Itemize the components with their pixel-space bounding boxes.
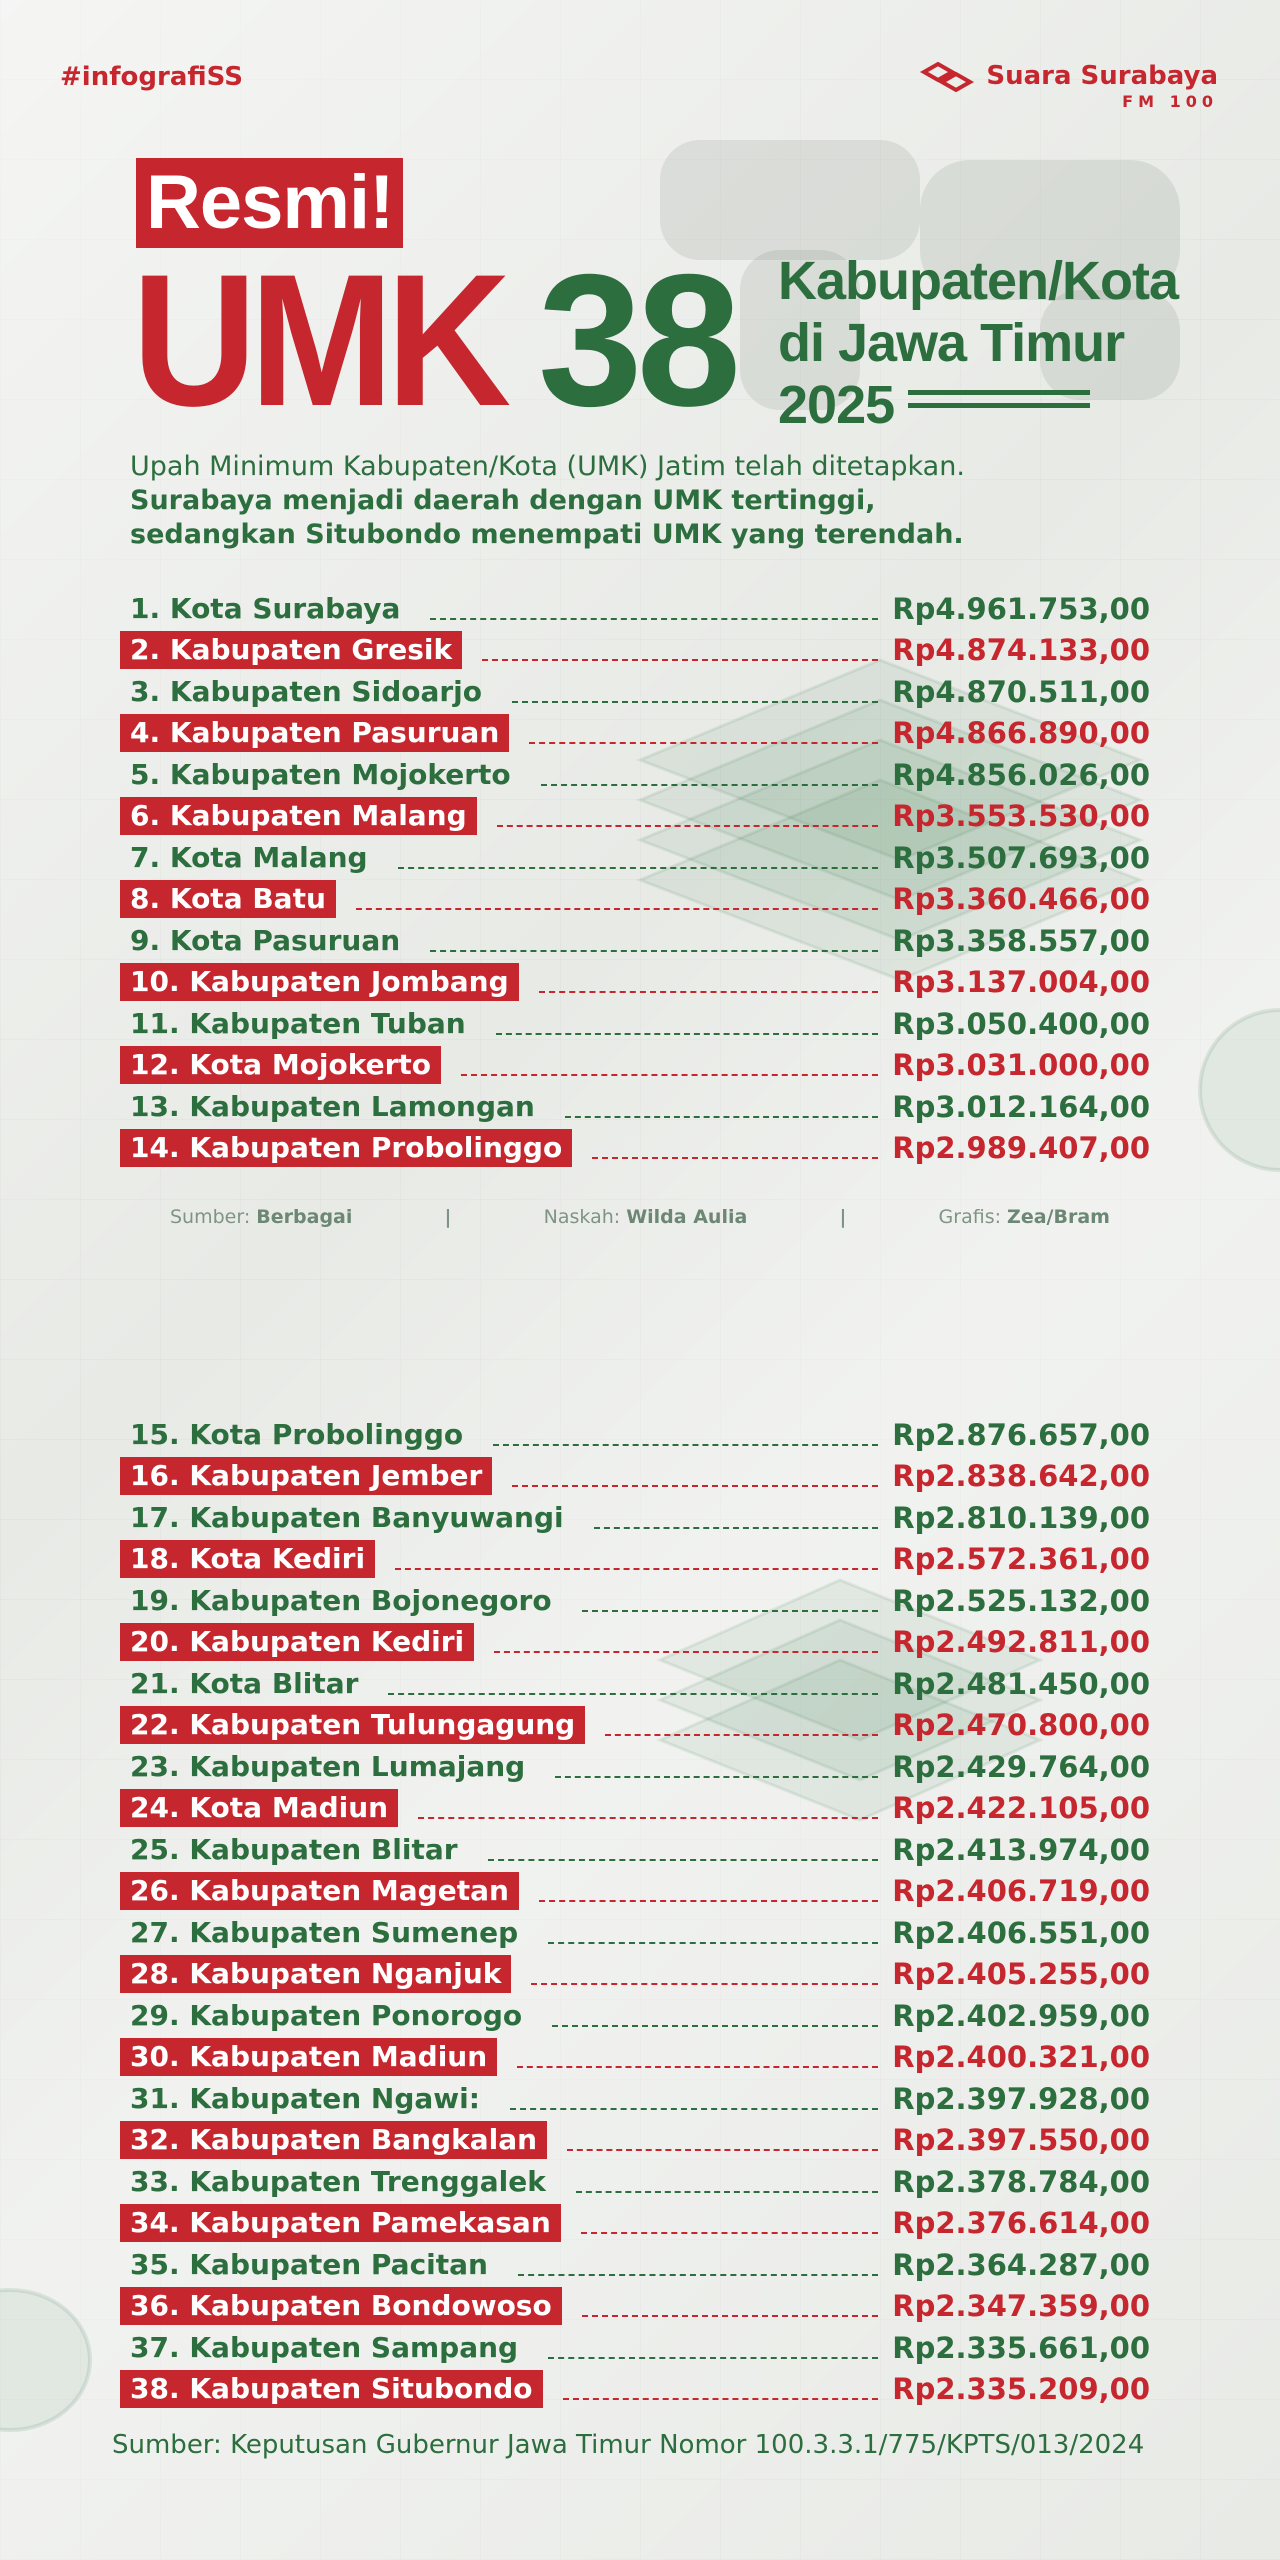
intro-text <box>130 450 1190 552</box>
region-name: 12. Kota Mojokerto <box>120 1046 441 1084</box>
dashed-leader <box>548 2357 878 2359</box>
region-name: 9. Kota Pasuruan <box>130 923 401 957</box>
umk-row <box>120 1045 1150 1087</box>
dashed-leader <box>576 2191 878 2193</box>
coin-decoration <box>1190 1000 1280 1200</box>
umk-value: Rp4.866.890,00 <box>892 716 1150 751</box>
umk-row <box>120 1128 1150 1170</box>
region-name: 17. Kabupaten Banyuwangi <box>130 1500 564 1534</box>
umk-value: Rp2.406.551,00 <box>892 1915 1150 1950</box>
umk-row <box>120 2120 1150 2162</box>
dashed-leader <box>512 1485 878 1487</box>
headline-subtitle <box>778 250 1178 436</box>
region-name: 7. Kota Malang <box>130 840 368 874</box>
region-name: 18. Kota Kediri <box>120 1540 375 1578</box>
umk-row <box>120 837 1150 879</box>
dashed-leader <box>512 701 878 703</box>
region-name: 22. Kabupaten Tulungagung <box>120 1706 585 1744</box>
region-name: 11. Kabupaten Tuban <box>130 1006 466 1040</box>
umk-value: Rp2.572.361,00 <box>892 1542 1150 1577</box>
umk-row <box>120 1580 1150 1622</box>
dashed-leader <box>395 1568 878 1570</box>
region-name: 38. Kabupaten Situbondo <box>120 2370 543 2408</box>
headline-number: 38 <box>538 235 736 445</box>
umk-row <box>120 588 1150 630</box>
umk-value: Rp2.378.784,00 <box>892 2164 1150 2199</box>
umk-value: Rp2.413.974,00 <box>892 1832 1150 1867</box>
hashtag: #infografiSS <box>60 62 243 92</box>
dashed-leader <box>592 1157 878 1159</box>
region-name: 27. Kabupaten Sumenep <box>130 1915 519 1949</box>
umk-list-part-2 <box>120 1414 1150 2410</box>
region-name: 4. Kabupaten Pasuruan <box>120 714 509 752</box>
umk-row <box>120 2203 1150 2245</box>
region-name: 21. Kota Blitar <box>130 1666 359 1700</box>
dashed-leader <box>565 1116 878 1118</box>
dashed-leader <box>517 2066 878 2068</box>
region-name: 8. Kota Batu <box>120 880 336 918</box>
region-name: 5. Kabupaten Mojokerto <box>130 757 511 791</box>
umk-list-part-1 <box>120 588 1150 1169</box>
region-name: 30. Kabupaten Madiun <box>120 2038 497 2076</box>
umk-value: Rp2.335.661,00 <box>892 2330 1150 2365</box>
umk-value: Rp3.358.557,00 <box>892 923 1150 958</box>
umk-value: Rp2.397.550,00 <box>892 2123 1150 2158</box>
brand-logo <box>918 58 1218 111</box>
umk-row <box>120 1871 1150 1913</box>
umk-row <box>120 2244 1150 2286</box>
umk-row <box>120 754 1150 796</box>
umk-value: Rp2.402.959,00 <box>892 1998 1150 2033</box>
dashed-leader <box>529 742 878 744</box>
dashed-leader <box>581 2232 878 2234</box>
umk-value: Rp2.347.359,00 <box>892 2289 1150 2324</box>
region-name: 25. Kabupaten Blitar <box>130 1832 458 1866</box>
umk-value: Rp3.031.000,00 <box>892 1048 1150 1083</box>
dashed-leader <box>430 618 878 620</box>
dashed-leader <box>539 1900 878 1902</box>
umk-value: Rp2.397.928,00 <box>892 2081 1150 2116</box>
region-name: 16. Kabupaten Jember <box>120 1457 492 1495</box>
umk-value: Rp2.525.132,00 <box>892 1583 1150 1618</box>
headline-line-2: di Jawa Timur <box>778 313 1125 373</box>
region-name: 14. Kabupaten Probolinggo <box>120 1129 572 1167</box>
region-name: 23. Kabupaten Lumajang <box>130 1749 526 1783</box>
umk-value: Rp3.553.530,00 <box>892 799 1150 834</box>
decorative-lines <box>908 390 1090 416</box>
dashed-leader <box>552 2025 878 2027</box>
intro-line-2: Surabaya menjadi daerah dengan UMK tertinggi, <box>130 485 876 516</box>
region-name: 6. Kabupaten Malang <box>120 797 477 835</box>
dashed-leader <box>494 1651 878 1653</box>
dashed-leader <box>493 1444 878 1446</box>
source-note: Sumber: Keputusan Gubernur Jawa Timur Nomor 100.3.3.1/775/KPTS/013/2024 <box>112 2430 1145 2460</box>
umk-value: Rp2.838.642,00 <box>892 1459 1150 1494</box>
dashed-leader <box>567 2149 878 2151</box>
umk-value: Rp2.376.614,00 <box>892 2206 1150 2241</box>
umk-row <box>120 1622 1150 1664</box>
umk-row <box>120 1995 1150 2037</box>
umk-value: Rp2.364.287,00 <box>892 2247 1150 2282</box>
umk-row <box>120 713 1150 755</box>
umk-row <box>120 1788 1150 1830</box>
dashed-leader <box>531 1983 878 1985</box>
headline-umk: UMK <box>132 235 504 445</box>
credit-writer: Naskah: Wilda Aulia <box>543 1206 748 1228</box>
headline-line-3: 2025 <box>778 375 895 435</box>
coin-decoration-2 <box>0 2280 100 2440</box>
region-name: 1. Kota Surabaya <box>130 591 401 625</box>
dashed-leader <box>356 908 878 910</box>
region-name: 31. Kabupaten Ngawi: <box>130 2081 480 2115</box>
intro-line-1: Upah Minimum Kabupaten/Kota (UMK) Jatim telah ditetapkan. <box>130 451 965 482</box>
umk-row <box>120 879 1150 921</box>
umk-row <box>120 1456 1150 1498</box>
umk-value: Rp2.876.657,00 <box>892 1417 1150 1452</box>
dashed-leader <box>461 1074 878 1076</box>
umk-row <box>120 671 1150 713</box>
region-name: 24. Kota Madiun <box>120 1789 398 1827</box>
umk-value: Rp2.400.321,00 <box>892 2040 1150 2075</box>
umk-value: Rp2.810.139,00 <box>892 1500 1150 1535</box>
region-name: 34. Kabupaten Pamekasan <box>120 2204 561 2242</box>
umk-value: Rp4.856.026,00 <box>892 757 1150 792</box>
credit-separator: | <box>839 1206 847 1228</box>
umk-value: Rp4.874.133,00 <box>892 633 1150 668</box>
dashed-leader <box>488 1859 879 1861</box>
region-name: 2. Kabupaten Gresik <box>120 631 462 669</box>
dashed-leader <box>518 2274 878 2276</box>
dashed-leader <box>482 659 878 661</box>
dashed-leader <box>430 950 878 952</box>
umk-row <box>120 1086 1150 1128</box>
umk-value: Rp3.012.164,00 <box>892 1089 1150 1124</box>
credit-graphic: Grafis: Zea/Bram <box>938 1206 1110 1228</box>
dashed-leader <box>497 825 879 827</box>
dashed-leader <box>510 2108 878 2110</box>
umk-value: Rp2.492.811,00 <box>892 1625 1150 1660</box>
region-name: 33. Kabupaten Trenggalek <box>130 2164 546 2198</box>
region-name: 10. Kabupaten Jombang <box>120 963 519 1001</box>
umk-row <box>120 2369 1150 2411</box>
umk-value: Rp2.481.450,00 <box>892 1666 1150 1701</box>
umk-row <box>120 962 1150 1004</box>
brand-sub: FM 100 <box>1122 92 1218 111</box>
umk-row <box>120 2078 1150 2120</box>
suara-surabaya-logo-icon <box>918 58 976 94</box>
umk-row <box>120 2286 1150 2328</box>
umk-value: Rp2.989.407,00 <box>892 1131 1150 1166</box>
dashed-leader <box>541 784 879 786</box>
umk-row <box>120 1663 1150 1705</box>
dashed-leader <box>582 1610 879 1612</box>
umk-row <box>120 2161 1150 2203</box>
intro-line-3: sedangkan Situbondo menempati UMK yang terendah. <box>130 519 964 550</box>
umk-value: Rp2.422.105,00 <box>892 1791 1150 1826</box>
credit-separator: | <box>444 1206 452 1228</box>
umk-row <box>120 1003 1150 1045</box>
dashed-leader <box>582 2315 879 2317</box>
umk-value: Rp3.137.004,00 <box>892 965 1150 1000</box>
dashed-leader <box>548 1942 878 1944</box>
resmi-badge: Resmi! <box>136 158 403 248</box>
dashed-leader <box>539 991 879 993</box>
brand-name: Suara Surabaya <box>986 61 1218 91</box>
umk-value: Rp3.050.400,00 <box>892 1006 1150 1041</box>
umk-value: Rp4.870.511,00 <box>892 674 1150 709</box>
region-name: 32. Kabupaten Bangkalan <box>120 2121 547 2159</box>
umk-value: Rp2.335.209,00 <box>892 2372 1150 2407</box>
umk-row <box>120 1539 1150 1581</box>
region-name: 29. Kabupaten Ponorogo <box>130 1998 523 2032</box>
dashed-leader <box>496 1033 879 1035</box>
umk-row <box>120 1705 1150 1747</box>
umk-row <box>120 2327 1150 2369</box>
umk-row <box>120 1829 1150 1871</box>
credit-source: Sumber: Berbagai <box>170 1206 353 1228</box>
dashed-leader <box>398 867 879 869</box>
umk-value: Rp2.406.719,00 <box>892 1874 1150 1909</box>
dashed-leader <box>555 1776 878 1778</box>
dashed-leader <box>388 1693 878 1695</box>
region-name: 26. Kabupaten Magetan <box>120 1872 519 1910</box>
dashed-leader <box>605 1734 878 1736</box>
umk-row <box>120 2037 1150 2079</box>
region-name: 19. Kabupaten Bojonegoro <box>130 1583 552 1617</box>
umk-row <box>120 1746 1150 1788</box>
dashed-leader <box>563 2398 879 2400</box>
umk-row <box>120 796 1150 838</box>
region-name: 36. Kabupaten Bondowoso <box>120 2287 562 2325</box>
credits <box>170 1206 1110 1228</box>
region-name: 15. Kota Probolinggo <box>130 1417 464 1451</box>
umk-row <box>120 1414 1150 1456</box>
umk-value: Rp2.405.255,00 <box>892 1957 1150 1992</box>
umk-value: Rp2.429.764,00 <box>892 1749 1150 1784</box>
umk-value: Rp3.360.466,00 <box>892 882 1150 917</box>
dashed-leader <box>594 1527 879 1529</box>
umk-row <box>120 920 1150 962</box>
region-name: 20. Kabupaten Kediri <box>120 1623 474 1661</box>
umk-value: Rp3.507.693,00 <box>892 840 1150 875</box>
dashed-leader <box>418 1817 878 1819</box>
umk-value: Rp2.470.800,00 <box>892 1708 1150 1743</box>
umk-value: Rp4.961.753,00 <box>892 591 1150 626</box>
region-name: 37. Kabupaten Sampang <box>130 2330 519 2364</box>
region-name: 3. Kabupaten Sidoarjo <box>130 674 483 708</box>
umk-row <box>120 1954 1150 1996</box>
umk-row <box>120 1912 1150 1954</box>
umk-row <box>120 630 1150 672</box>
umk-row <box>120 1497 1150 1539</box>
headline-line-1: Kabupaten/Kota <box>778 251 1179 311</box>
region-name: 28. Kabupaten Nganjuk <box>120 1955 511 1993</box>
region-name: 13. Kabupaten Lamongan <box>130 1089 535 1123</box>
region-name: 35. Kabupaten Pacitan <box>130 2247 488 2281</box>
